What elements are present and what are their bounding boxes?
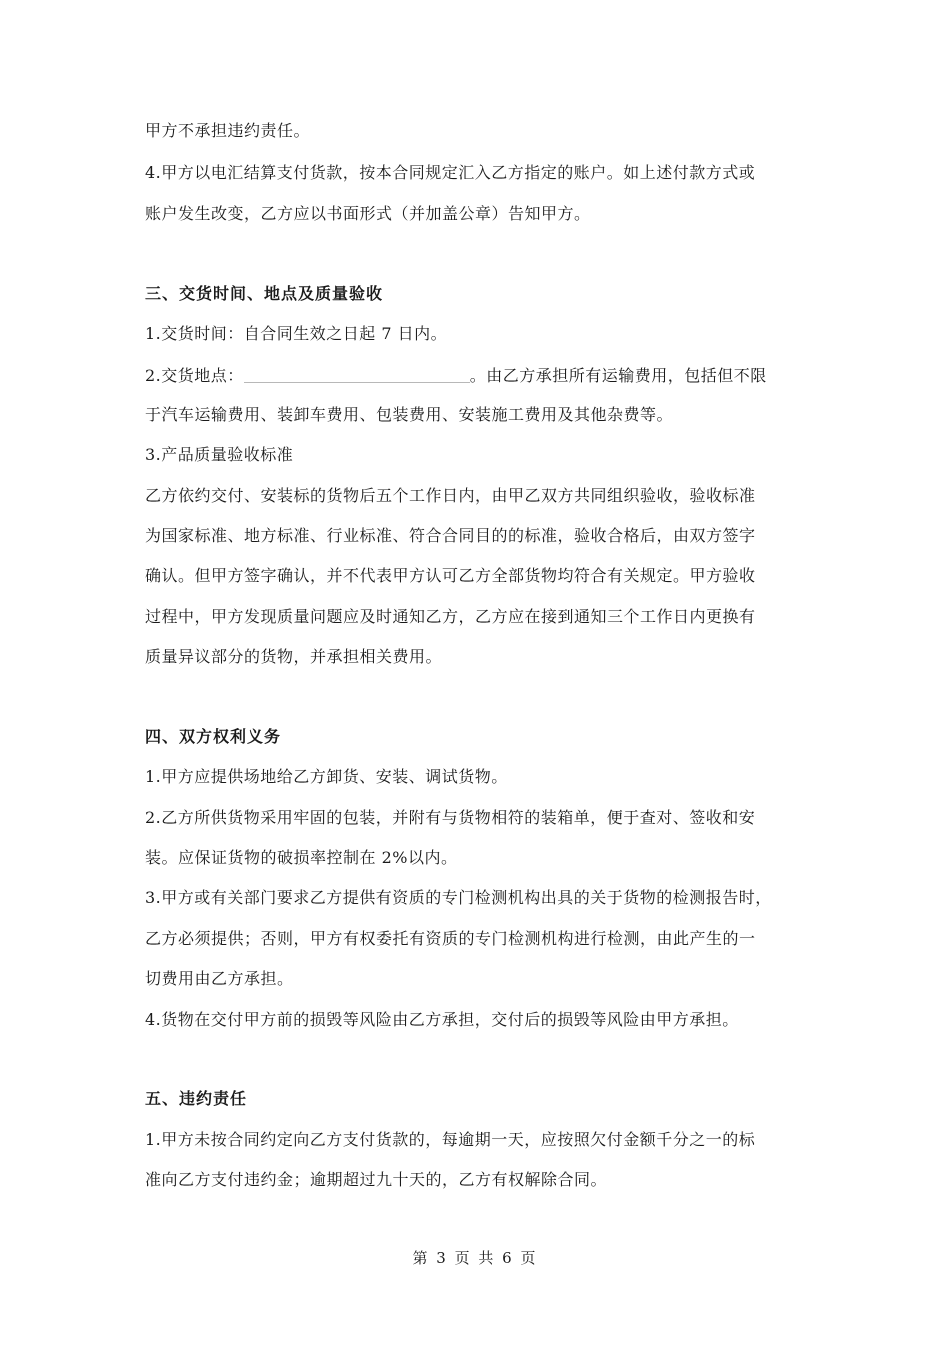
paragraph-line: 过程中，甲方发现质量问题应及时通知乙方，乙方应在接到通知三个工作日内更换有 bbox=[145, 607, 756, 626]
paragraph-line: 乙方必须提供；否则，甲方有权委托有资质的专门检测机构进行检测，由此产生的一 bbox=[145, 929, 756, 948]
paragraph-line: 装。应保证货物的破损率控制在 2%以内。 bbox=[145, 848, 458, 867]
page-number-footer: 第 3 页 共 6 页 bbox=[412, 1249, 538, 1267]
paragraph-line: 1.甲方应提供场地给乙方卸货、安装、调试货物。 bbox=[145, 767, 508, 786]
paragraph-line: 准向乙方支付违约金；逾期超过九十天的，乙方有权解除合同。 bbox=[145, 1170, 608, 1189]
paragraph-line: 于汽车运输费用、装卸车费用、包装费用、安装施工费用及其他杂费等。 bbox=[145, 405, 674, 424]
section-heading-3: 三、交货时间、地点及质量验收 bbox=[145, 284, 384, 303]
paragraph-line: 账户发生改变，乙方应以书面形式（并加盖公章）告知甲方。 bbox=[145, 204, 591, 223]
paragraph-line: 甲方不承担违约责任。 bbox=[145, 121, 311, 140]
paragraph-line: 4.甲方以电汇结算支付货款，按本合同规定汇入乙方指定的账户。如上述付款方式或 bbox=[145, 163, 756, 182]
paragraph-line bbox=[145, 365, 767, 386]
delivery-place-label: 2.交货地点： bbox=[145, 366, 244, 385]
paragraph-line: 乙方依约交付、安装标的货物后五个工作日内，由甲乙双方共同组织验收，验收标准 bbox=[145, 486, 756, 505]
paragraph-line: 切费用由乙方承担。 bbox=[145, 969, 294, 988]
section-heading-4: 四、双方权利义务 bbox=[145, 727, 282, 746]
section-heading-5: 五、违约责任 bbox=[145, 1089, 248, 1108]
paragraph-line: 1.交货时间：自合同生效之日起 7 日内。 bbox=[145, 324, 448, 343]
paragraph-line: 1.甲方未按合同约定向乙方支付货款的，每逾期一天，应按照欠付金额千分之一的标 bbox=[145, 1130, 756, 1149]
paragraph-line: 3.产品质量验收标准 bbox=[145, 445, 294, 464]
paragraph-line: 4.货物在交付甲方前的损毁等风险由乙方承担，交付后的损毁等风险由甲方承担。 bbox=[145, 1010, 739, 1029]
paragraph-line: 3.甲方或有关部门要求乙方提供有资质的专门检测机构出具的关于货物的检测报告时， bbox=[145, 888, 772, 907]
delivery-place-text: 。由乙方承担所有运输费用，包括但不限 bbox=[469, 366, 767, 385]
paragraph-line: 为国家标准、地方标准、行业标准、符合合同目的的标准，验收合格后，由双方签字 bbox=[145, 526, 756, 545]
paragraph-line: 质量异议部分的货物，并承担相关费用。 bbox=[145, 647, 443, 666]
delivery-place-blank bbox=[244, 365, 470, 383]
paragraph-line: 2.乙方所供货物采用牢固的包装，并附有与货物相符的装箱单，便于查对、签收和安 bbox=[145, 808, 756, 827]
paragraph-line: 确认。但甲方签字确认，并不代表甲方认可乙方全部货物均符合有关规定。甲方验收 bbox=[145, 566, 756, 585]
